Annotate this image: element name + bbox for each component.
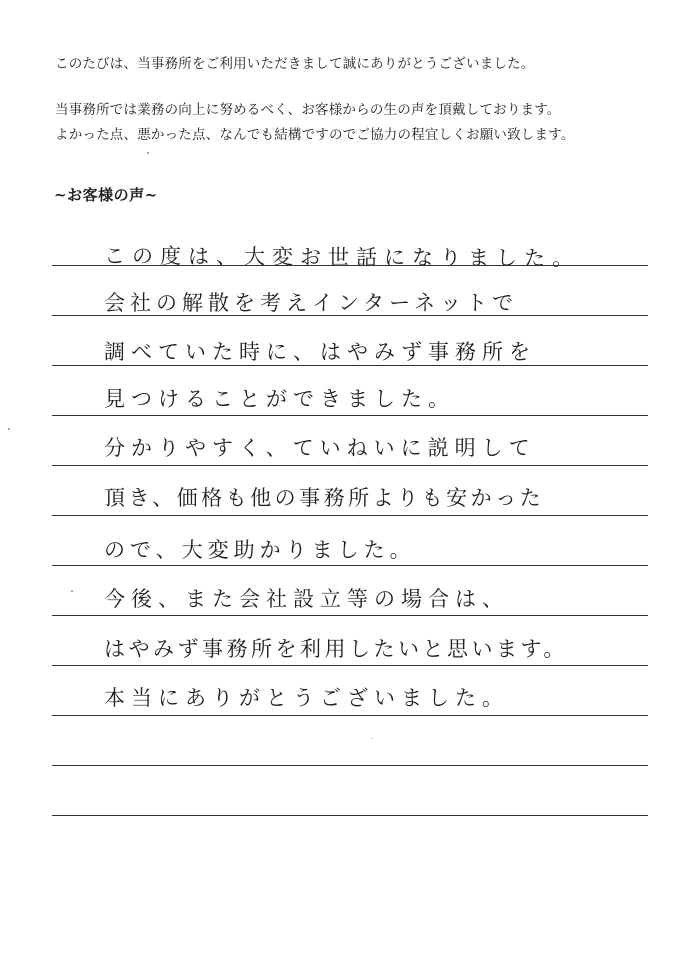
section-title-customer-voice: ~お客様の声~ <box>54 186 158 204</box>
ruled-line <box>52 565 648 566</box>
intro-text-line-1: このたびは、当事務所をご利用いただきまして誠にありがとうございました。 <box>55 56 535 72</box>
intro-text-line-2: 当事務所では業務の向上に努めるべく、お客様からの生の声を頂戴しております。 <box>55 102 561 118</box>
handwritten-line-4: 見つけることができました。 <box>104 387 455 411</box>
handwritten-line-2: 会社の解散を考えインターネットで <box>104 291 519 315</box>
handwritten-line-3: 調べていた時に、はやみず事務所を <box>104 340 536 364</box>
ruled-line <box>52 765 648 766</box>
ruled-line <box>52 815 648 816</box>
ruled-line <box>52 615 648 616</box>
handwritten-line-7: ので、大変助かりました。 <box>104 538 416 562</box>
scan-speck <box>71 590 73 592</box>
scan-speck <box>147 152 149 154</box>
handwritten-line-6: 頂き、価格も他の事務所よりも安かった <box>104 486 545 510</box>
handwritten-line-9: はやみず事務所を利用したいと思います。 <box>104 637 568 661</box>
handwritten-line-10: 本当にありがとうございました。 <box>104 686 509 710</box>
ruled-line <box>52 465 648 466</box>
ruled-line <box>52 315 648 316</box>
handwritten-line-1: この度は、大変お世話になりました。 <box>104 244 581 271</box>
ruled-line <box>52 665 648 666</box>
handwritten-line-5: 分かりやすく、ていねいに説明して <box>104 436 536 460</box>
ruled-line <box>52 515 648 516</box>
ruled-line <box>52 365 648 366</box>
scan-speck <box>372 738 373 739</box>
handwritten-line-8: 今後、また会社設立等の場合は、 <box>104 587 509 611</box>
ruled-line <box>52 715 648 716</box>
ruled-line <box>52 265 648 266</box>
ruled-line <box>52 415 648 416</box>
scan-speck <box>8 428 10 430</box>
intro-text-line-3: よかった点、悪かった点、なんでも結構ですのでご協力の程宜しくお願い致します。 <box>55 127 575 143</box>
